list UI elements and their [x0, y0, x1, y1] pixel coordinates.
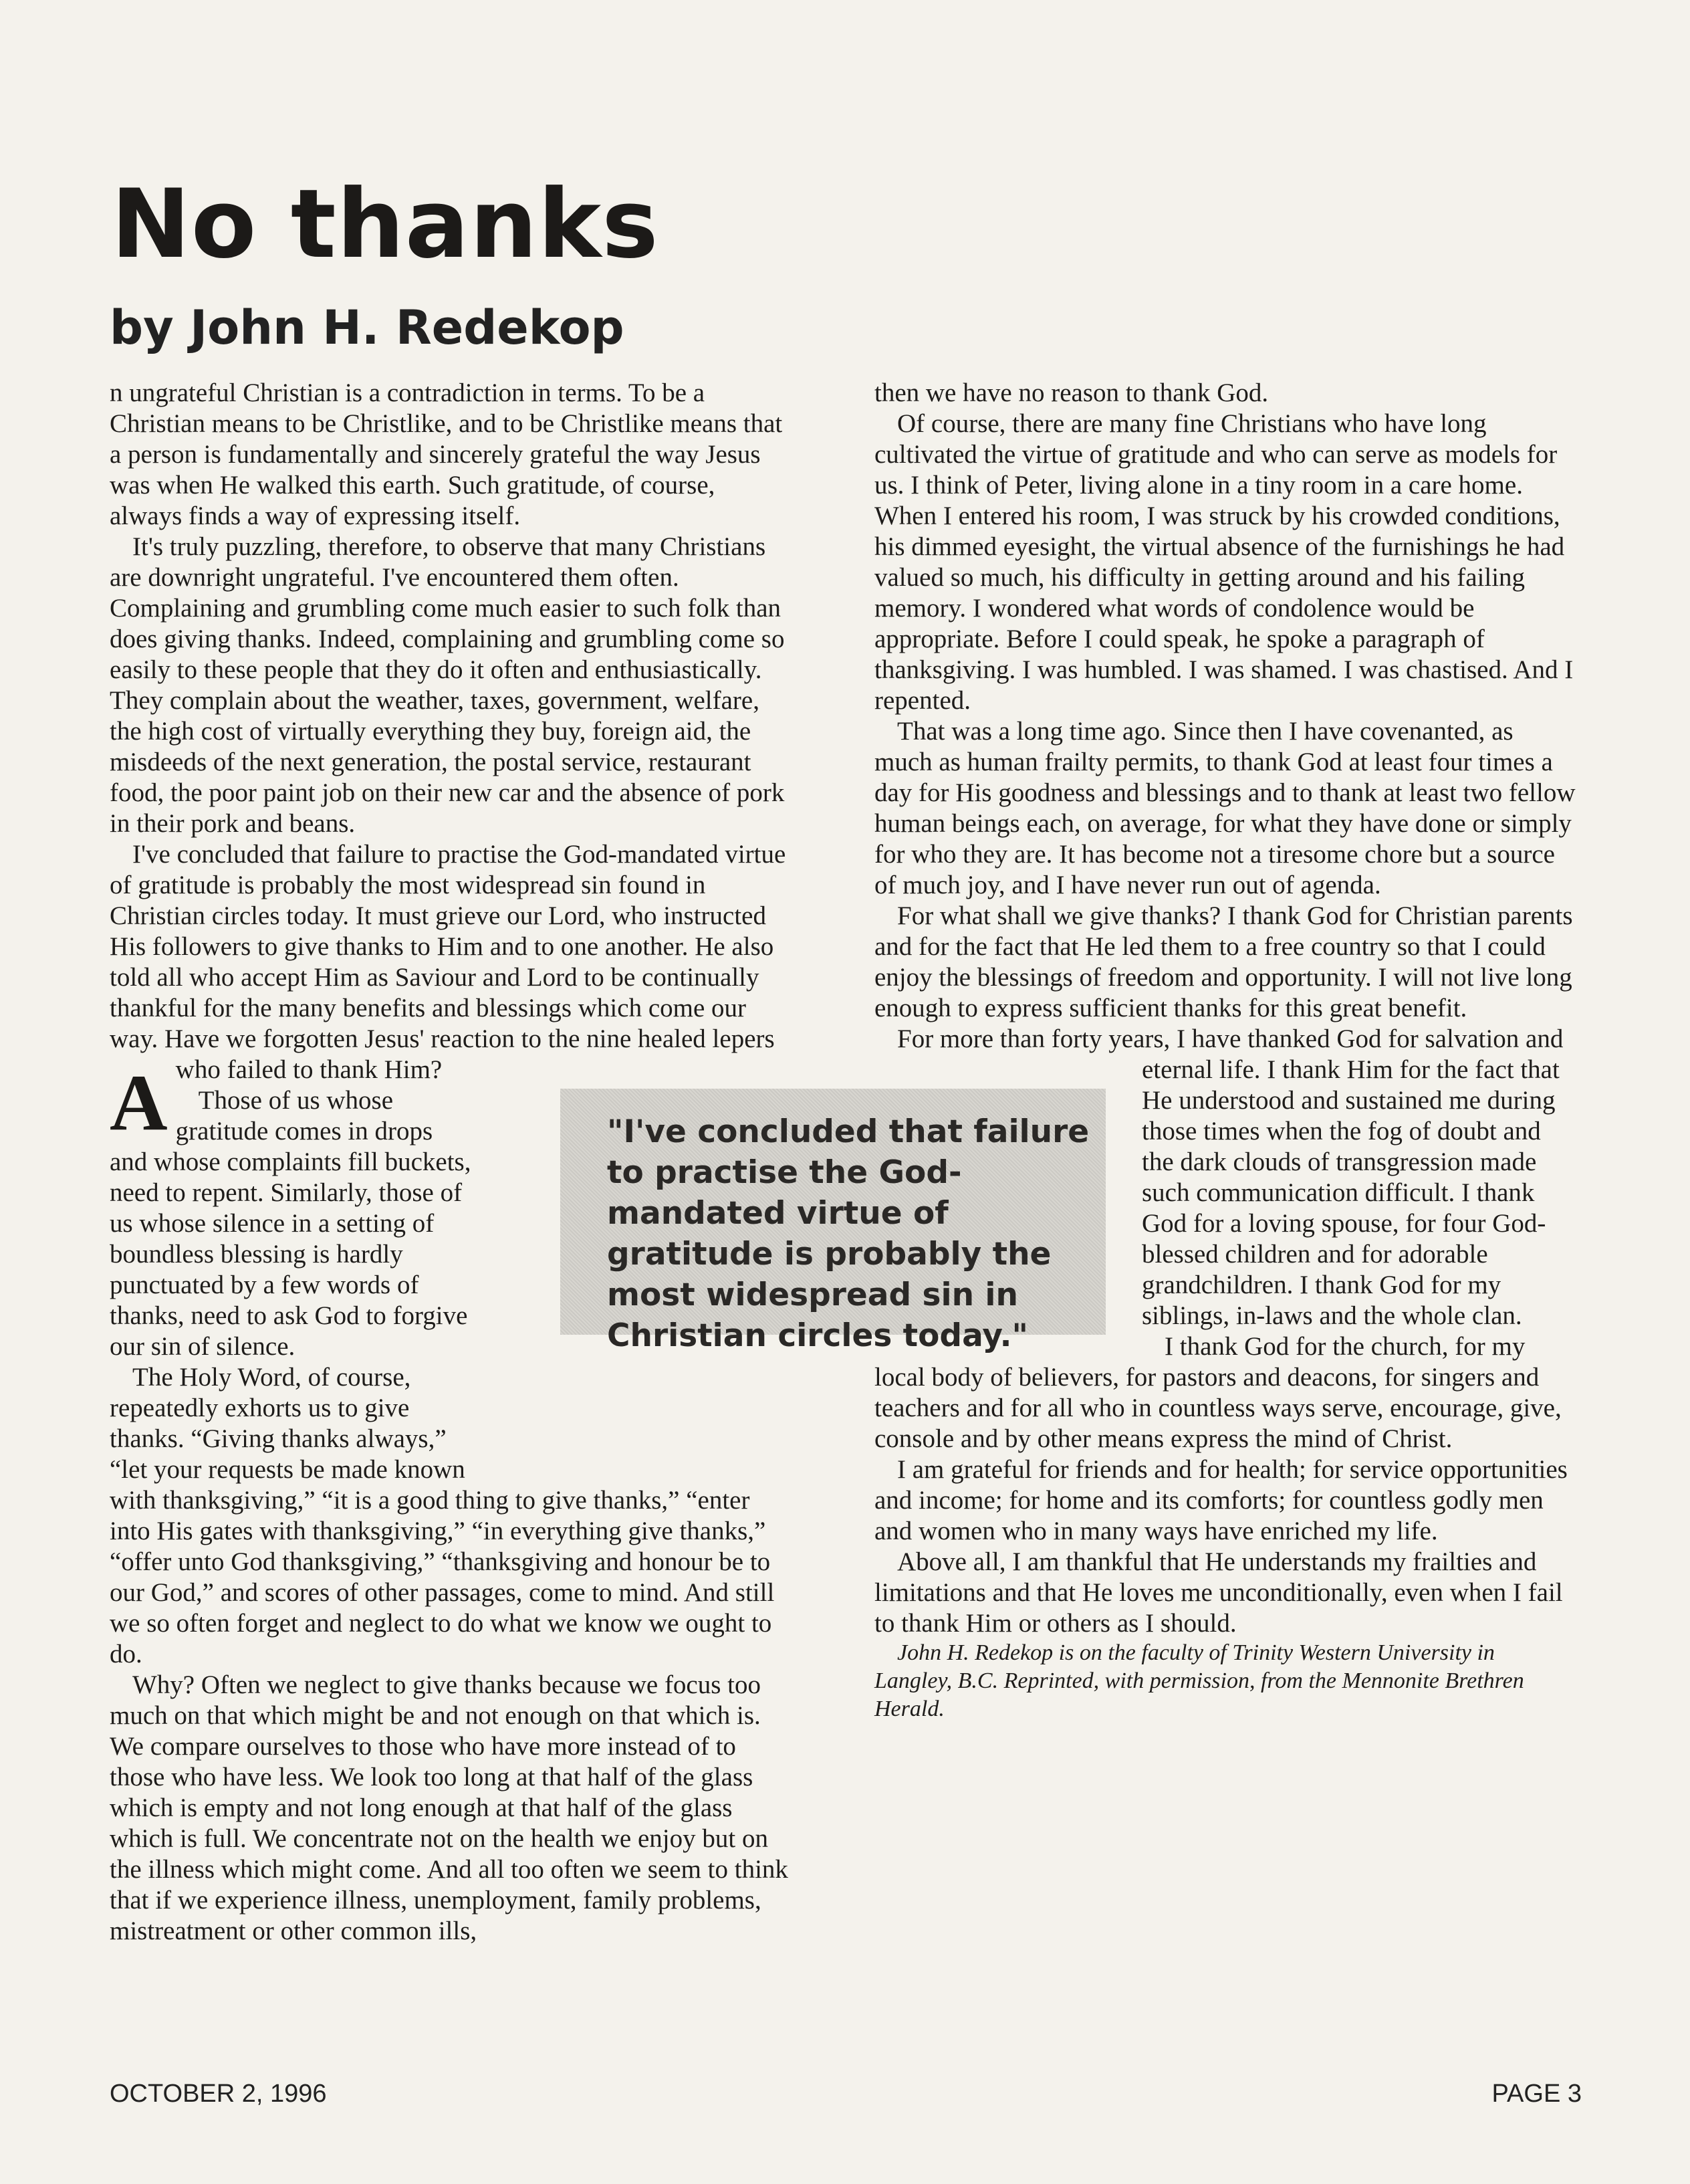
- paragraph: For what shall we give thanks? I thank God for Christian parents and for the fact that He led them to a free country so that I could enjoy the blessings of freedom and opportunity. I will not live long enough to express sufficient thanks for this great benefit.: [874, 901, 1573, 1022]
- paragraph: I've concluded that failure to practise the God-mandated virtue of gratitude is probably the most widespread sin found in Christian circles today. It must grieve our Lord, who instructed His followers to give thanks to Him and to one another. He also told all who accept Him as Saviour and Lord to be continually thankful for the many benefits and blessings which come our way. Have we forgotten Jesus' reaction to the nine healed lepers who failed to thank Him?: [110, 840, 786, 1084]
- article-title: No thanks: [111, 169, 659, 280]
- paragraph: Of course, there are many fine Christians who have long cultivated the virtue of gratitude and who can serve as models for us. I think of Peter, living alone in a tiny room in a care home. When I entered his room, I was struck by his crowded conditions, his dimmed eyesight, the virtual absence of the furnishings he had valued so much, his difficulty in getting around and his failing memory. I wondered what words of condolence would be appropriate. Before I could speak, he spoke a paragraph of thanksgiving. I was humbled. I was shamed. I was chastised. And I repented.: [874, 409, 1574, 715]
- paragraph: Those of us whose gratitude comes in drops and whose complaints fill buckets, need to repent. Similarly, those of us whose silence in a setting of boundless blessing is hardly punctuated by a few words of thanks, need to ask God to forgive our sin of silence.: [110, 1086, 471, 1361]
- paragraph: I thank God for the church, for my local body of believers, for pastors and deacons, for singers and teachers and for all who in countless ways serve, encourage, give, console and by other means express the mind of Christ.: [874, 1332, 1562, 1453]
- paragraph: I am grateful for friends and for health; for service opportunities and income; for home and its comforts; for countless godly men and women who in many ways have enriched my life.: [874, 1455, 1568, 1545]
- paragraph: It's truly puzzling, therefore, to observe that many Christians are downright ungrateful. I've encountered them often. Complaining and grumbling come much easier to such folk than does giving thanks. Indeed, complaining and grumbling come so easily to these people that they do it often and enthusiastically. They complain about the weather, taxes, government, welfare, the high cost of virtually everything they buy, foreign aid, the misdeeds of the next generation, the postal service, restaurant food, the poor paint job on their new car and the absence of pork in their pork and beans.: [110, 532, 785, 838]
- paragraph: A n ungrateful Christian is a contradiction in terms. To be a Christian means to be Christlike, and to be Christlike means that a person is fundamentally and sincerely grateful the way Jesus was when He walked this earth. Such gratitude, of course, always finds a way of expressing itself.: [110, 378, 783, 1147]
- paragraph: The Holy Word, of course, repeatedly exhorts us to give thanks. “Giving thanks always,” “let your requests be made known with thanksgiving,” “it is a good thing to give thanks,” “enter into His gates with thanksgiving,” “in everything give thanks,” “offer unto God thanksgiving,” “thanksgiving and honour be to our God,” and scores of other passages, come to mind. And still we so often forget and neglect to do what we know we ought to do.: [110, 1363, 775, 1668]
- footer-date: OCTOBER 2, 1996: [110, 2080, 327, 2108]
- pull-quote: "I've concluded that failure to practise the God-mandated virtue of gratitude is probably the most widespread sin in Christian circles today.": [560, 1089, 1106, 1335]
- paragraph: Why? Often we neglect to give thanks because we focus too much on that which might be and not enough on that which is. We compare ourselves to those who have more instead of to those who have less. We look too long at that half of the glass which is empty and not long enough at that half of the glass which is full. We concentrate not on the health we enjoy but on the illness which might come. And all too often we seem to think that if we experience illness, unemployment, family problems, mistreatment or other common ills,: [110, 1670, 788, 1945]
- byline: by John H. Redekop: [110, 300, 624, 355]
- paragraph: For more than forty years, I have thanked God for salvation and eternal life. I thank Him for the fact that He understood and sustained me during those times when the fog of doubt and the dark clouds of transgression made such communication difficult. I thank God for a loving spouse, for four God-blessed children and for adorable grandchildren. I thank God for my siblings, in-laws and the whole clan.: [897, 1024, 1564, 1330]
- paragraph: Above all, I am thankful that He understands my frailties and limitations and that He loves me unconditionally, even when I fail to thank Him or others as I should.: [874, 1547, 1563, 1638]
- footer-page-number: PAGE 3: [1491, 2080, 1582, 2108]
- drop-cap: A: [110, 1058, 168, 1147]
- paragraph: That was a long time ago. Since then I have covenanted, as much as human frailty permits, to thank God at least four times a day for His goodness and blessings and to thank at least two fellow human beings each, on average, for what they have done or simply for who they are. It has become not a tiresome chore but a source of much joy, and I have never run out of agenda.: [874, 717, 1576, 899]
- author-note: John H. Redekop is on the faculty of Trinity Western University in Langley, B.C. Reprinted, with permission, from the Mennonite Brethren Herald.: [874, 1640, 1524, 1721]
- paragraph: then we have no reason to thank God.: [874, 378, 1269, 407]
